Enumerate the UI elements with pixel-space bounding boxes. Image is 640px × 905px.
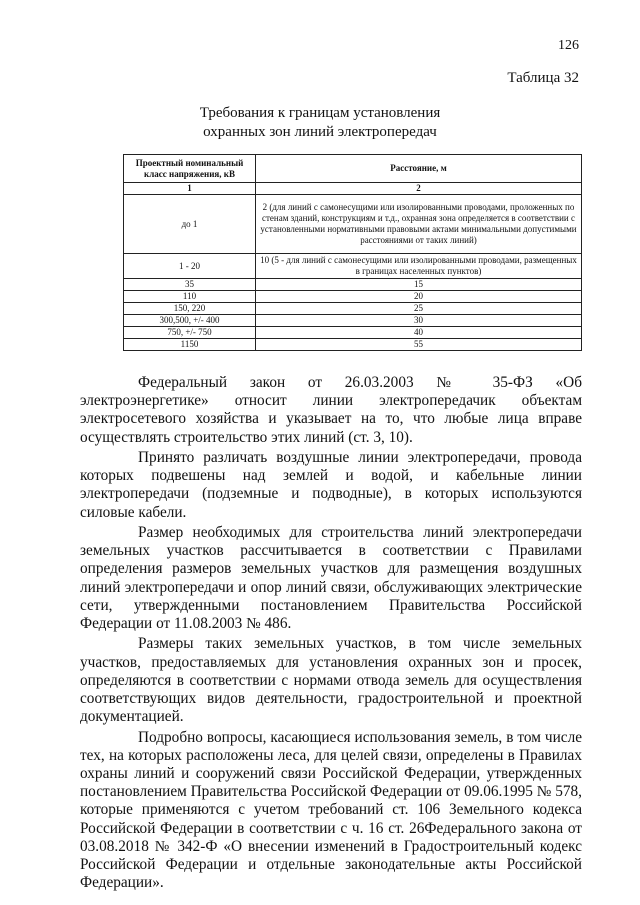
body-text [80,374,582,895]
voltage-cell: 110 [124,291,256,303]
table-row [124,291,582,303]
paragraph: Принято различать воздушные линии электропередачи, провода которых подвешены над землей и водой, и кабельные линии электропередачи (подземные и подводные), в которых используются силовые кабели. [80,449,582,521]
table-row [124,279,582,291]
paragraph: Федеральный закон от 26.03.2003 № 35-ФЗ «Об электроэнергетике» относит линии электропередачик объектам электросетевого хозяйства и указывает на то, что любые лица вправе осуществлять строительство этих линий (ст. 3, 10). [80,374,582,446]
column-number-1: 1 [124,183,256,195]
table-title-line-2: охранных зон линий электропередач [203,124,437,140]
voltage-cell: 150, 220 [124,303,256,315]
distance-cell: 2 (для линий с самонесущими или изолированными проводами, проложенных по стенам зданий, конструкциям и т.д., охранная зона определяется в соответствии с установленными нормативными правовыми актами минимальными допустимыми расстояниями от таких линий) [256,195,582,254]
distance-cell: 10 (5 - для линий с самонесущими или изолированными проводами, размещенных в границах населенных пунктов) [256,254,582,279]
voltage-cell: до 1 [124,195,256,254]
page-number: 126 [558,38,579,53]
table-row [124,195,582,254]
voltage-cell: 300,500, +/- 400 [124,315,256,327]
column-number-row [124,183,582,195]
distance-cell: 20 [256,291,582,303]
distance-cell: 30 [256,315,582,327]
table-row [124,339,582,351]
table-row [124,327,582,339]
protection-zones-table [123,154,582,351]
table-title-line-1: Требования к границам установления [199,105,441,121]
voltage-cell: 1150 [124,339,256,351]
distance-cell: 55 [256,339,582,351]
voltage-cell: 35 [124,279,256,291]
paragraph: Размер необходимых для строительства линий электропередачи земельных участков рассчитывается в соответствии с Правилами определения размеров земельных участков для размещения воздушных линий электропередачи и опор линий связи, обслуживающих электрические сети, утвержденными постановлением Правительства Российской Федерации от 11.08.2003 № 486. [80,524,582,633]
table-header-row [124,155,582,183]
distance-cell: 25 [256,303,582,315]
table-row [124,254,582,279]
table-label: Таблица 32 [507,70,579,86]
table-title [0,104,640,142]
column-number-2: 2 [256,183,582,195]
distance-cell: 15 [256,279,582,291]
header-distance: Расстояние, м [256,155,582,183]
voltage-cell: 1 - 20 [124,254,256,279]
header-voltage-class: Проектный номинальный класс напряжения, кВ [124,155,256,183]
table-row [124,303,582,315]
table-row [124,315,582,327]
paragraph: Подробно вопросы, касающиеся использования земель, в том числе тех, на которых расположены леса, для целей связи, определены в Правилах охраны линий и сооружений связи Российской Федерации, утвержденных постановлением Правительства Российской Федерации от 09.06.1995 № 578, которые применяются с учетом требований ст. 106 Земельного кодекса Российской Федерации в соответствии с ч. 16 ст. 26Федерального закона от 03.08.2018 № 342-Ф «О внесении изменений в Градостроительный кодекс Российской Федерации и отдельные законодательные акты Российской Федерации». [80,728,582,892]
voltage-cell: 750, +/- 750 [124,327,256,339]
paragraph: Размеры таких земельных участков, в том числе земельных участков, предоставляемых для установления охранных зон и просек, определяются в соответствии с нормами отвода земель для осуществления соответствующих видов деятельности, градостроительной и проектной документацией. [80,635,582,726]
distance-cell: 40 [256,327,582,339]
